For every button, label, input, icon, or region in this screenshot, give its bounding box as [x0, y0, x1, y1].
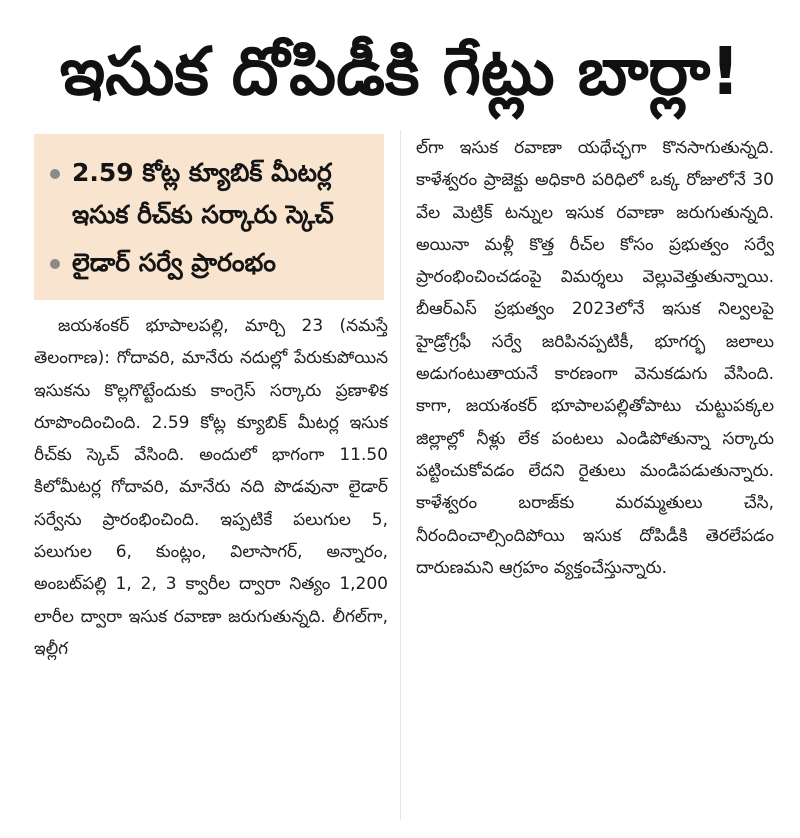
- article-column-right: [416, 132, 774, 584]
- bullet-icon: [50, 259, 60, 269]
- article-text-left: జయశంకర్ భూపాలపల్లి, మార్చి 23 (నమస్తే తెలంగాణ): గోదావరి, మానేరు నదుల్లో పేరుకుపోయిన ఇసుకను కొల్లగొట్టేందుకు కాంగ్రెస్ సర్కారు ప్రణాళిక రూపొందించింది. 2.59 కోట్ల క్యూబిక్ మీటర్ల ఇసుక రీచ్‌కు స్కెచ్ వేసింది. అందులో భాగంగా 11.50 కిలోమీటర్ల గోదావరి, మానేరు నది పొడవునా లైడార్ సర్వేను ప్రారంభించింది. ఇప్పటికే పలుగుల 5, పలుగుల 6, కుంట్లం, విలాసాగర్, అన్నారం, అంబట్‌పల్లి 1, 2, 3 క్వారీల ద్వారా నిత్యం 1,200 లారీల ద్వారా ఇసుక రవాణా జరుగుతున్నది. లీగల్‌గా, ఇల్లీగ: [34, 316, 388, 659]
- highlight-item: [50, 242, 372, 284]
- highlight-text: లైడార్ సర్వే ప్రారంభం: [72, 248, 276, 277]
- highlight-item: [50, 152, 372, 236]
- highlight-text: 2.59 కోట్ల క్యూబిక్ మీటర్ల ఇసుక రీచ్‌కు సర్కారు స్కెచ్: [72, 158, 334, 229]
- headline: ఇసుక దోపిడీకి గేట్లు బార్లా!: [59, 33, 741, 110]
- article-text-right: ల్‌గా ఇసుక రవాణా యథేచ్ఛగా కొనసాగుతున్నది. కాళేశ్వరం ప్రాజెక్టు అధికారి పరిధిలో ఒక్క రోజులోనే 30 వేల మెట్రిక్ టన్నుల ఇసుక రవాణా జరుగుతున్నది. అయినా మళ్లీ కొత్త రీచ్‌ల కోసం ప్రభుత్వం సర్వే ప్రారంభించించడంపై విమర్శలు వెల్లువెత్తుతున్నాయి. బీఆర్‌ఎస్ ప్రభుత్వం 2023లోనే ఇసుక నిల్వలపై హైడ్రోగ్రఫీ సర్వే జరిపినప్పటికీ, భూగర్భ జలాలు అడుగంటుతాయనే కారణంగా వెనుకడుగు వేసింది. కాగా, జయశంకర్ భూపాలపల్లితోపాటు చుట్టుపక్కల జిల్లాల్లో నీళ్లు లేక పంటలు ఎండిపోతున్నా సర్కారు పట్టించుకోవడం లేదని రైతులు మండిపడుతున్నారు. కాళేశ్వరం బరాజ్‌కు మరమ్మతులు చేసి, నీరందించాల్సిందిపోయి ఇసుక దోపిడీకి తెరలేపడం దారుణమని ఆగ్రహం వ్యక్తంచేస్తున్నారు.: [416, 138, 774, 578]
- highlights-box: [34, 134, 384, 300]
- article-column-left: [34, 310, 388, 665]
- column-divider: [400, 130, 401, 820]
- bullet-icon: [50, 169, 60, 179]
